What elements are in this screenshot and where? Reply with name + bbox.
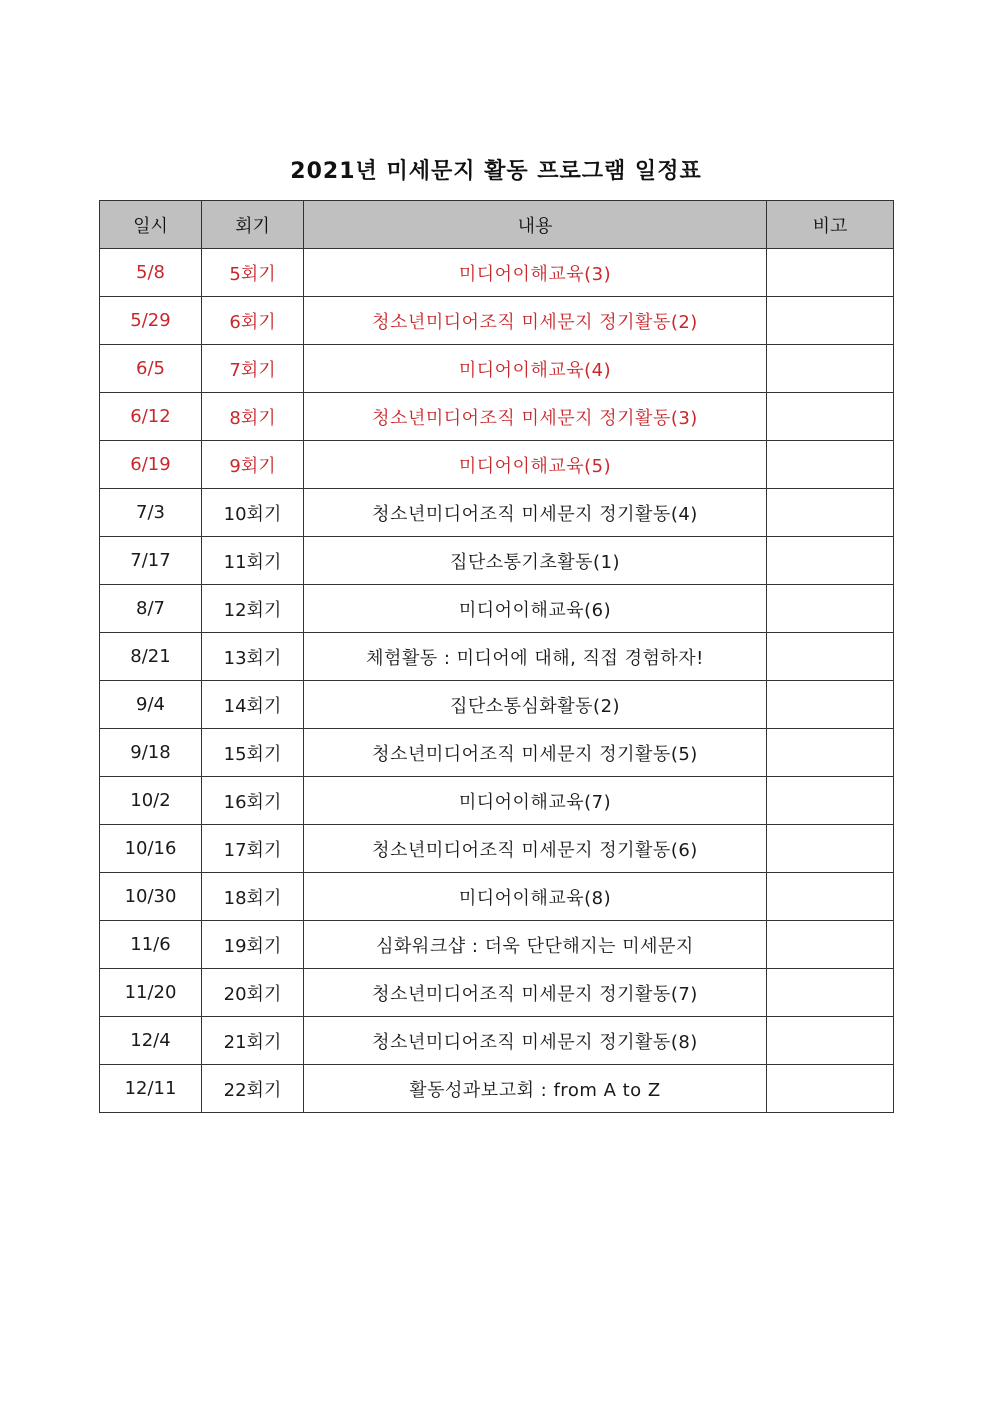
cell-session: 18회기 — [202, 873, 304, 921]
cell-note — [767, 729, 894, 777]
header-note: 비고 — [767, 201, 894, 249]
cell-session: 8회기 — [202, 393, 304, 441]
cell-date: 8/21 — [100, 633, 202, 681]
cell-note — [767, 585, 894, 633]
cell-content: 체험활동 : 미디어에 대해, 직접 경험하자! — [304, 633, 767, 681]
cell-date: 12/11 — [100, 1065, 202, 1113]
table-row — [100, 345, 894, 393]
cell-note — [767, 1017, 894, 1065]
cell-content: 미디어이해교육(7) — [304, 777, 767, 825]
cell-note — [767, 873, 894, 921]
cell-session: 19회기 — [202, 921, 304, 969]
cell-date: 12/4 — [100, 1017, 202, 1065]
cell-session: 14회기 — [202, 681, 304, 729]
cell-note — [767, 681, 894, 729]
cell-note — [767, 393, 894, 441]
cell-note — [767, 633, 894, 681]
table-header-row — [100, 201, 894, 249]
cell-content: 활동성과보고회 : from A to Z — [304, 1065, 767, 1113]
cell-date: 5/8 — [100, 249, 202, 297]
table-row — [100, 969, 894, 1017]
table-row — [100, 777, 894, 825]
header-date: 일시 — [100, 201, 202, 249]
cell-session: 10회기 — [202, 489, 304, 537]
table-row — [100, 297, 894, 345]
cell-note — [767, 825, 894, 873]
cell-content: 집단소통기초활동(1) — [304, 537, 767, 585]
cell-note — [767, 777, 894, 825]
cell-content: 미디어이해교육(3) — [304, 249, 767, 297]
cell-session: 21회기 — [202, 1017, 304, 1065]
cell-session: 5회기 — [202, 249, 304, 297]
cell-date: 8/7 — [100, 585, 202, 633]
table-row — [100, 1017, 894, 1065]
header-content: 내용 — [304, 201, 767, 249]
header-session: 회기 — [202, 201, 304, 249]
table-row — [100, 393, 894, 441]
cell-session: 20회기 — [202, 969, 304, 1017]
cell-session: 6회기 — [202, 297, 304, 345]
table-row — [100, 537, 894, 585]
cell-session: 11회기 — [202, 537, 304, 585]
cell-date: 9/18 — [100, 729, 202, 777]
cell-session: 15회기 — [202, 729, 304, 777]
table-row — [100, 921, 894, 969]
cell-content: 청소년미디어조직 미세문지 정기활동(6) — [304, 825, 767, 873]
cell-date: 9/4 — [100, 681, 202, 729]
table-row — [100, 633, 894, 681]
cell-note — [767, 297, 894, 345]
cell-content: 집단소통심화활동(2) — [304, 681, 767, 729]
cell-session: 16회기 — [202, 777, 304, 825]
cell-session: 13회기 — [202, 633, 304, 681]
cell-note — [767, 441, 894, 489]
cell-note — [767, 1065, 894, 1113]
table-row — [100, 681, 894, 729]
table-row — [100, 825, 894, 873]
schedule-body — [100, 249, 894, 1113]
cell-note — [767, 249, 894, 297]
page-title: 2021년 미세문지 활동 프로그램 일정표 — [290, 159, 702, 184]
cell-session: 7회기 — [202, 345, 304, 393]
table-row — [100, 585, 894, 633]
cell-content: 미디어이해교육(8) — [304, 873, 767, 921]
cell-content: 청소년미디어조직 미세문지 정기활동(7) — [304, 969, 767, 1017]
cell-date: 6/12 — [100, 393, 202, 441]
cell-date: 6/19 — [100, 441, 202, 489]
cell-date: 10/16 — [100, 825, 202, 873]
table-row — [100, 1065, 894, 1113]
cell-session: 12회기 — [202, 585, 304, 633]
cell-content: 미디어이해교육(4) — [304, 345, 767, 393]
table-row — [100, 873, 894, 921]
cell-note — [767, 537, 894, 585]
cell-note — [767, 345, 894, 393]
cell-content: 청소년미디어조직 미세문지 정기활동(8) — [304, 1017, 767, 1065]
cell-date: 7/3 — [100, 489, 202, 537]
cell-content: 심화워크샵 : 더욱 단단해지는 미세문지 — [304, 921, 767, 969]
cell-note — [767, 489, 894, 537]
cell-content: 미디어이해교육(6) — [304, 585, 767, 633]
cell-date: 10/2 — [100, 777, 202, 825]
cell-content: 청소년미디어조직 미세문지 정기활동(5) — [304, 729, 767, 777]
cell-session: 17회기 — [202, 825, 304, 873]
cell-note — [767, 969, 894, 1017]
cell-note — [767, 921, 894, 969]
table-row — [100, 729, 894, 777]
cell-date: 11/20 — [100, 969, 202, 1017]
cell-content: 청소년미디어조직 미세문지 정기활동(4) — [304, 489, 767, 537]
cell-date: 5/29 — [100, 297, 202, 345]
cell-date: 11/6 — [100, 921, 202, 969]
schedule-table — [99, 200, 894, 1113]
cell-date: 7/17 — [100, 537, 202, 585]
cell-content: 청소년미디어조직 미세문지 정기활동(2) — [304, 297, 767, 345]
table-row — [100, 489, 894, 537]
cell-date: 6/5 — [100, 345, 202, 393]
cell-date: 10/30 — [100, 873, 202, 921]
cell-content: 미디어이해교육(5) — [304, 441, 767, 489]
cell-content: 청소년미디어조직 미세문지 정기활동(3) — [304, 393, 767, 441]
cell-session: 9회기 — [202, 441, 304, 489]
table-row — [100, 249, 894, 297]
table-row — [100, 441, 894, 489]
cell-session: 22회기 — [202, 1065, 304, 1113]
